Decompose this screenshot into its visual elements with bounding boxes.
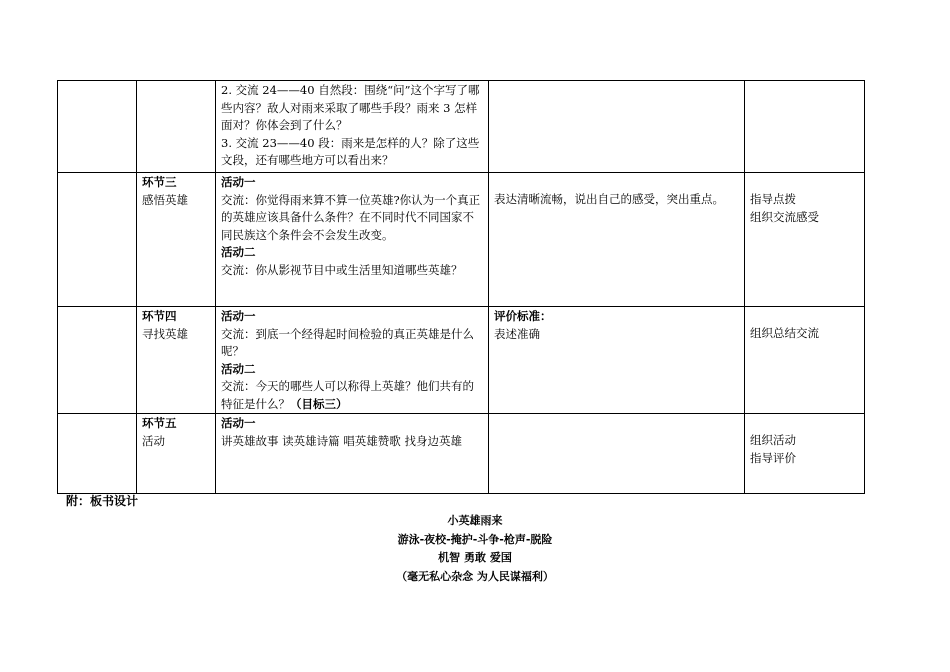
empty-cell xyxy=(58,81,137,173)
activity-title: 活动二 xyxy=(221,245,256,259)
activity-text: 交流：今天的哪些人可以称得上英雄？他们共有的特征是什么？ xyxy=(221,379,474,411)
teacher-cell xyxy=(745,307,865,414)
board-line: （毫无私心杂念 为人民谋福利） xyxy=(396,569,554,583)
teacher-activity: 组织交流感受 xyxy=(750,209,819,224)
activity-text: 讲英雄故事 读英雄诗篇 唱英雄赞歌 找身边英雄 xyxy=(221,433,462,448)
activity-cell xyxy=(216,414,489,494)
teacher-activity: 组织总结交流 xyxy=(750,326,819,340)
table-row xyxy=(58,414,865,494)
board-line: 游泳-夜校-掩护-斗争-枪声-脱险 xyxy=(397,532,553,546)
activity-cell xyxy=(216,81,489,173)
teacher-activity: 指导点拨 xyxy=(750,192,796,206)
activity-title: 活动一 xyxy=(221,309,256,323)
teacher-cell xyxy=(745,414,865,494)
activity-text: 交流：你觉得雨来算不算一位英雄?你认为一个真正的英雄应该具备什么条件？在不同时代不同国家不同民族这个条件会不会发生改变。 xyxy=(221,192,481,242)
evaluation-text: 表述准确 xyxy=(494,326,540,341)
evaluation-cell xyxy=(489,307,745,414)
stage-title: 环节五 xyxy=(142,416,177,430)
stage-subtitle: 活动 xyxy=(142,433,165,448)
stage-title: 环节四 xyxy=(142,309,177,323)
stage-title: 环节三 xyxy=(142,175,177,189)
evaluation-title: 评价标准： xyxy=(494,309,552,323)
evaluation-cell xyxy=(489,81,745,173)
stage-cell xyxy=(137,414,216,494)
empty-cell xyxy=(58,307,137,414)
lesson-plan-table xyxy=(57,80,865,494)
stage-cell xyxy=(137,307,216,414)
table-row xyxy=(58,173,865,307)
stage-subtitle: 寻找英雄 xyxy=(142,326,188,341)
activity-text: 交流：到底一个经得起时间检验的真正英雄是什么呢？ xyxy=(221,326,474,358)
teacher-activity: 指导评价 xyxy=(750,450,796,465)
table-row xyxy=(58,307,865,414)
evaluation-text: 表达清晰流畅，说出自己的感受，突出重点。 xyxy=(494,192,724,206)
activity-title: 活动二 xyxy=(221,361,256,376)
activity-title: 活动一 xyxy=(221,416,256,430)
activity-title: 活动一 xyxy=(221,175,256,189)
board-design xyxy=(0,512,950,586)
activity-cell xyxy=(216,307,489,414)
board-title: 小英雄雨来 xyxy=(447,514,503,527)
stage-subtitle: 感悟英雄 xyxy=(142,192,188,207)
activity-text: 交流：你从影视节目中或生活里知道哪些英雄？ xyxy=(221,262,463,277)
stage-cell xyxy=(137,81,216,173)
goal-tag: （目标三） xyxy=(290,396,348,411)
table-row xyxy=(58,81,865,173)
evaluation-cell xyxy=(489,414,745,494)
stage-cell xyxy=(137,173,216,307)
activity-text: 3. 交流 23——40 段：雨来是怎样的人？除了这些文段，还有哪些地方可以看出来？ xyxy=(221,135,480,167)
teacher-cell xyxy=(745,173,865,307)
empty-cell xyxy=(58,173,137,307)
board-line: 机智 勇敢 爱国 xyxy=(438,551,512,564)
evaluation-cell xyxy=(489,173,745,307)
activity-cell xyxy=(216,173,489,307)
activity-text: 2. 交流 24——40 自然段：围绕“问”这个字写了哪些内容？敌人对雨来采取了哪些手段？雨来 3 怎样面对？你体会到了什么？ xyxy=(221,83,480,132)
empty-cell xyxy=(58,414,137,494)
teacher-cell xyxy=(745,81,865,173)
teacher-activity: 组织活动 xyxy=(750,433,796,447)
appendix-label: 附：板书设计 xyxy=(66,494,139,508)
